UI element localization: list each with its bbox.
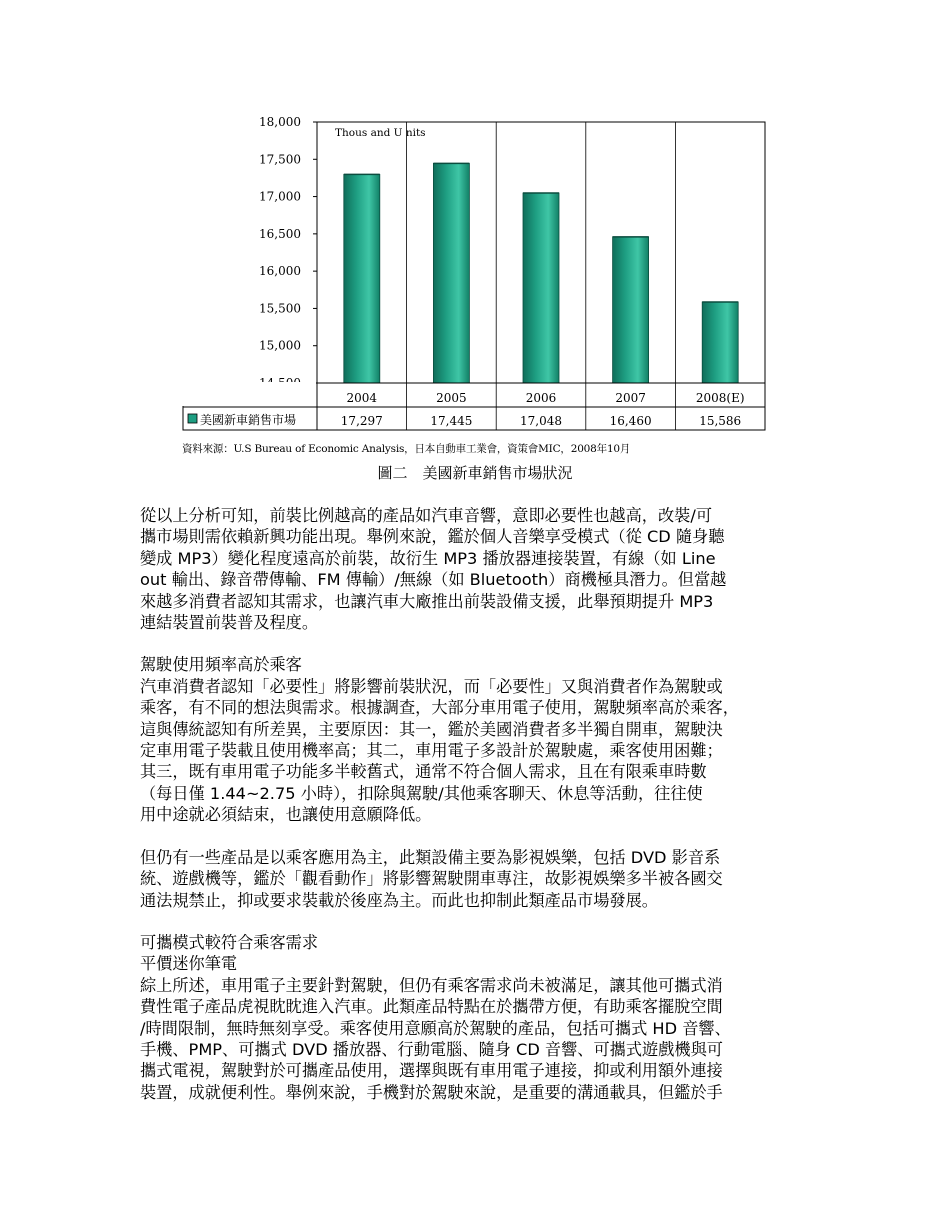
data-table-mask xyxy=(182,382,316,406)
text-line: 但仍有一些產品是以乘客應用為主，此類設備主要為影視娛樂，包括 DVD 影音系 xyxy=(140,847,721,867)
value-label: 17,048 xyxy=(520,414,562,428)
text-line: 攜式電視，駕駛對於可攜產品使用，選擇與既有車用電子連接，抑或利用額外連接 xyxy=(140,1061,723,1081)
y-tick-label: 17,000 xyxy=(259,189,301,204)
category-label: 2006 xyxy=(525,391,557,405)
text-line: 手機、PMP、可攜式 DVD 播放器、行動電腦、隨身 CD 音響、可攜式遊戲機與可 xyxy=(140,1039,723,1059)
text-line: 費性電子產品虎視眈眈進入汽車。此類產品特點在於攜帶方便，有助乘客擺脫空間 xyxy=(140,997,723,1017)
bar xyxy=(523,193,559,383)
paragraph-2 xyxy=(140,654,835,825)
text-line: 這與傳統認知有所差異，主要原因：其一，鑑於美國消費者多半獨自開車，駕駛決 xyxy=(140,719,723,739)
value-label: 16,460 xyxy=(609,414,652,428)
text-line: 變成 MP3）變化程度遠高於前裝，故衍生 MP3 播放器連接裝置，有線（如 Line xyxy=(140,548,716,568)
figure-caption: 圖二 美國新車銷售市場狀況 xyxy=(377,464,573,482)
text-line: out 輸出、錄音帶傳輸、FM 傳輸）/無線（如 Bluetooth）商機極具潛力。但當越 xyxy=(140,570,727,590)
bar xyxy=(344,174,380,383)
text-line: /時間限制，無時無刻享受。乘客使用意願高於駕駛的產品，包括可攜式 HD 音響、 xyxy=(140,1018,731,1038)
text-line: 其三，既有車用電子功能多半較舊式，通常不符合個人需求，且在有限乘車時數 xyxy=(140,762,707,782)
text-line: 攜市場則需依賴新興功能出現。舉例來說，鑑於個人音樂享受模式（從 CD 隨身聽 xyxy=(140,527,725,547)
text-line: 統、遊戲機等，鑑於「觀看動作」將影響駕駛開車專注，故影視娛樂多半被各國交 xyxy=(140,869,723,889)
text-line: （每日僅 1.44~2.75 小時），扣除與駕駛/其他乘客聊天、休息等活動，往往使 xyxy=(140,783,703,803)
unit-label: Thous and U nits xyxy=(335,127,426,139)
y-tick-label: 15,500 xyxy=(259,301,301,316)
y-tick-label: 16,500 xyxy=(259,226,301,241)
value-label: 15,586 xyxy=(699,414,742,428)
legend-label: 美國新車銷售市場 xyxy=(200,413,297,427)
category-label: 2005 xyxy=(436,391,467,405)
bar xyxy=(702,302,738,383)
paragraph-1 xyxy=(140,505,835,633)
value-label: 17,445 xyxy=(430,414,473,428)
category-label: 2004 xyxy=(346,391,378,405)
bar xyxy=(613,237,649,383)
text-line: 汽車消費者認知「必要性」將影響前裝狀況，而「必要性」又與消費者作為駕駛或 xyxy=(140,676,723,696)
text-line: 乘客，有不同的想法與需求。根據調查，大部分車用電子使用，駕駛頻率高於乘客， xyxy=(140,698,739,718)
text-line: 來越多消費者認知其需求，也讓汽車大廠推出前裝設備支援，此舉預期提升 MP3 xyxy=(140,591,714,611)
text-line: 定車用電子裝載且使用機率高；其二，車用電子多設計於駕駛處，乘客使用困難； xyxy=(140,741,723,761)
figure-source: 資料來源：U.S Bureau of Economic Analysis，日本自動車工業會，資策會MIC，2008年10月 xyxy=(182,443,631,455)
y-tick-label: 18,000 xyxy=(259,115,301,129)
text-line: 連結裝置前裝普及程度。 xyxy=(140,613,319,633)
section-heading: 駕駛使用頻率高於乘客 xyxy=(140,655,302,675)
paragraph-4 xyxy=(140,932,835,1103)
paragraph-3 xyxy=(140,847,835,911)
body-text xyxy=(140,505,835,1103)
bar xyxy=(433,163,469,383)
y-tick-label: 15,000 xyxy=(259,338,301,353)
text-line: 從以上分析可知，前裝比例越高的產品如汽車音響，意即必要性也越高，改裝/可 xyxy=(140,506,713,525)
text-line: 綜上所述，車用電子主要針對駕駛，但仍有乘客需求尚未被滿足，讓其他可攜式消 xyxy=(140,975,723,995)
text-line: 通法規禁止，抑或要求裝載於後座為主。而此也抑制此類產品市場發展。 xyxy=(140,890,658,910)
sales-chart xyxy=(180,112,780,492)
y-tick-label: 17,500 xyxy=(259,152,301,167)
bar-chart-svg xyxy=(180,112,780,442)
text-line: 裝置，成就便利性。舉例來說，手機對於駕駛來說，是重要的溝通載具，但鑑於手 xyxy=(140,1082,723,1102)
value-label: 17,297 xyxy=(340,414,383,428)
y-tick-label: 16,000 xyxy=(259,264,301,279)
category-label: 2007 xyxy=(615,391,646,405)
category-label: 2008(E) xyxy=(695,391,745,405)
text-line: 用中途就必須結束，也讓使用意願降低。 xyxy=(140,805,432,825)
section-subheading: 平價迷你筆電 xyxy=(140,954,238,974)
legend-swatch xyxy=(188,414,197,423)
section-heading: 可攜模式較符合乘客需求 xyxy=(140,932,319,952)
